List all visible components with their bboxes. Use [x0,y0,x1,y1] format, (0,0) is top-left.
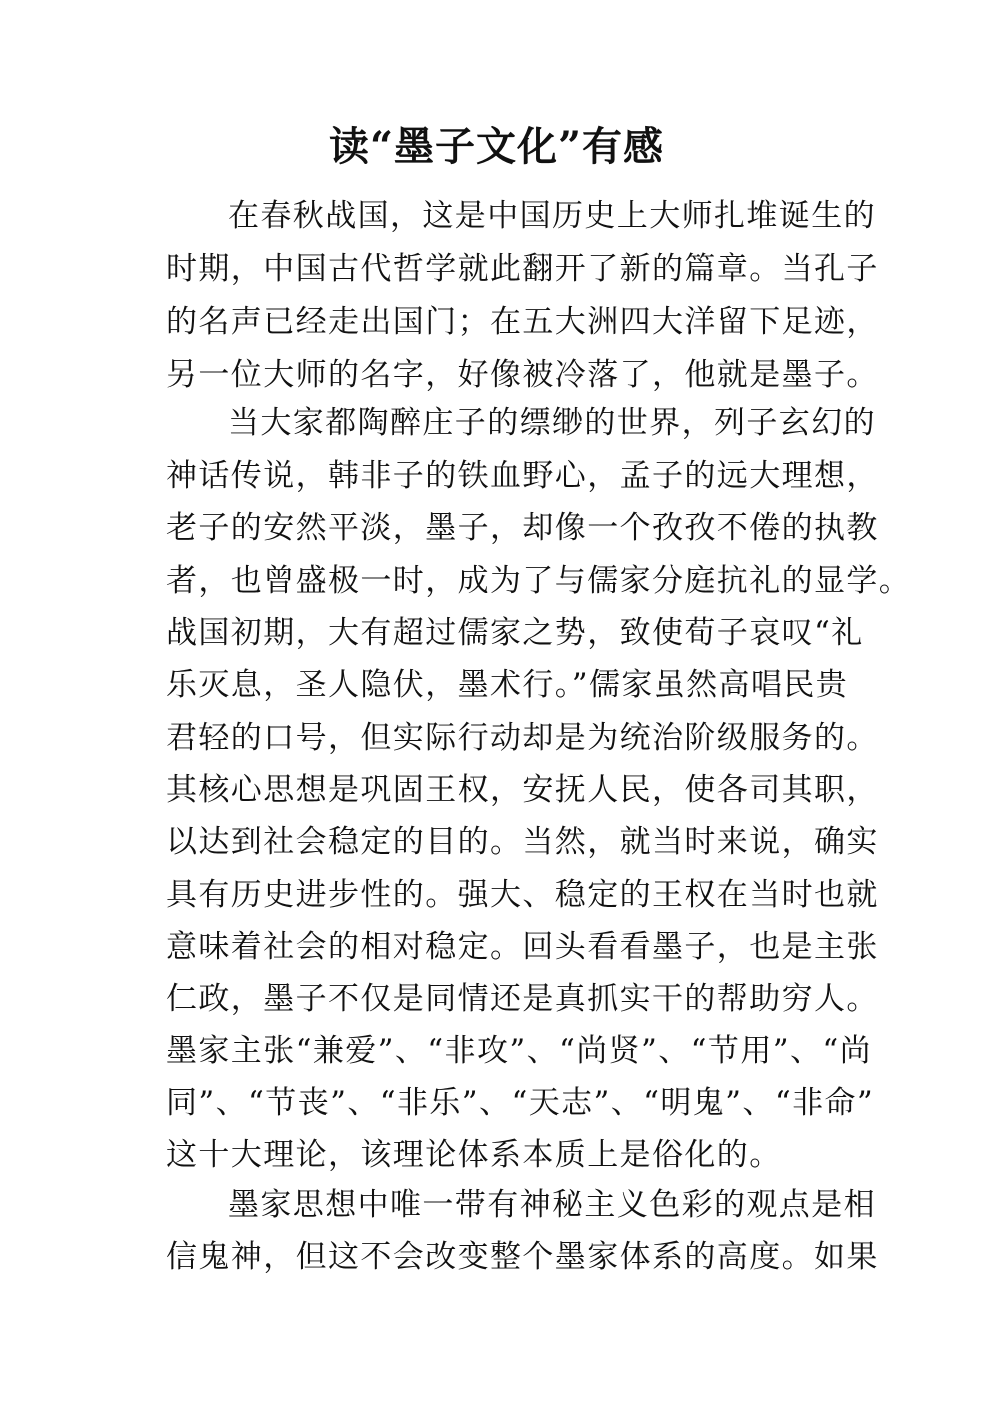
text-line: 在春秋战国，这是中国历史上大师扎堆诞生的 [228,198,876,234]
text-line: 以达到社会稳定的目的。当然，就当时来说，确实 [166,824,879,860]
text-line: 者，也曾盛极一时，成为了与儒家分庭抗礼的显学。 [166,563,912,599]
text-line: 的名声已经走出国门；在五大洲四大洋留下足迹， [166,304,879,340]
text-line: 墨家主张“兼爱”、“非攻”、“尚贤”、“节用”、“尚 [166,1033,873,1069]
text-line: 时期，中国古代哲学就此翻开了新的篇章。当孔子 [166,251,879,287]
text-line: 这十大理论，该理论体系本质上是俗化的。 [166,1137,782,1173]
text-line: 墨家思想中唯一带有神秘主义色彩的观点是相 [228,1187,876,1223]
text-line: 另一位大师的名字，好像被冷落了，他就是墨子。 [166,357,879,393]
text-line: 意味着社会的相对稳定。回头看看墨子，也是主张 [166,929,879,965]
text-line: 当大家都陶醉庄子的缥缈的世界，列子玄幻的 [228,405,876,441]
text-line: 仁政，墨子不仅是同情还是真抓实干的帮助穷人。 [166,981,879,1017]
text-line: 乐灭息，圣人隐伏，墨术行。”儒家虽然高唱民贵 [166,667,849,703]
text-line: 具有历史进步性的。强大、稳定的王权在当时也就 [166,877,879,913]
document-title: 读“墨子文化”有感 [328,123,664,170]
text-line: 君轻的口号，但实际行动却是为统治阶级服务的。 [166,720,879,756]
text-line: 同”、“节丧”、“非乐”、“天志”、“明鬼”、“非命” [166,1085,875,1121]
text-line: 神话传说，韩非子的铁血野心，孟子的远大理想， [166,458,879,494]
text-line: 其核心思想是巩固王权，安抚人民，使各司其职， [166,772,879,808]
text-line: 老子的安然平淡，墨子，却像一个孜孜不倦的执教 [166,510,879,546]
text-line: 信鬼神，但这不会改变整个墨家体系的高度。如果 [166,1239,879,1275]
text-line: 战国初期，大有超过儒家之势，致使荀子哀叹“礼 [166,615,864,651]
